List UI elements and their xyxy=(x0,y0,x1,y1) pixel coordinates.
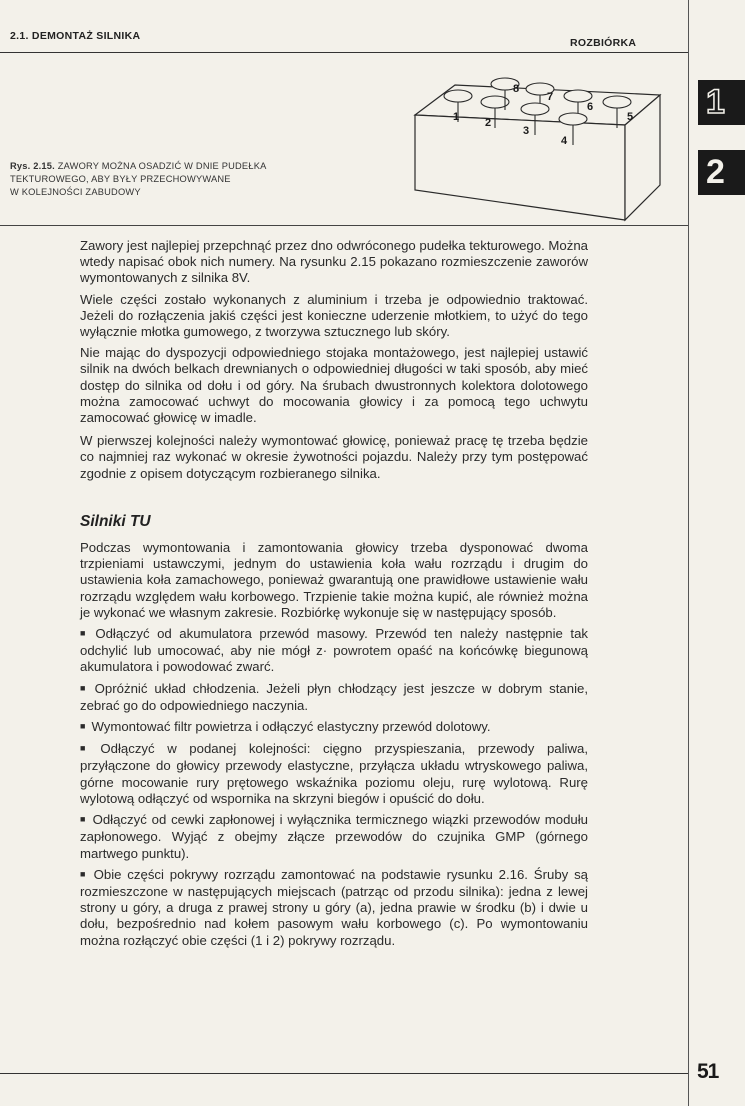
footer-rule xyxy=(0,1073,688,1074)
figure-ref: Rys. 2.15. xyxy=(10,161,55,171)
figure-caption xyxy=(10,160,370,199)
body-text xyxy=(80,238,588,954)
valve-label-8: 8 xyxy=(513,83,520,95)
caption-line: W KOLEJNOŚCI ZABUDOWY xyxy=(10,187,141,197)
margin-rule xyxy=(688,0,689,1106)
valve-label-4: 4 xyxy=(561,135,568,147)
header-rule xyxy=(0,52,688,53)
bullet-item: ■ Odłączyć od akumulatora przewód masowy. Przewód ten należy następnie tak odchylić lub umocować, aby nie mógł z· powrotem opaść na końcówkę biegunową akumulatora i powodować zwarć. xyxy=(80,626,588,676)
valve-label-3: 3 xyxy=(523,125,530,137)
section-heading: Silniki TU xyxy=(80,512,151,530)
valve-label-2: 2 xyxy=(485,117,492,129)
paragraph: Wiele części zostało wykonanych z aluminium i trzeba je odpowiednio traktować. Jeżeli do rozłączenia jakiś części jest konieczne uderzenie młotkiem, to użyć do tego wyłącznie młotka gumowego, z tworzywa sztucznego lub skóry. xyxy=(80,291,588,340)
bullet-item: ■ Odłączyć od cewki zapłonowej i wyłącznika termicznego wiązki przewodów modułu zapłonowego. Wyjąć z obejmy złącze przewodów do czujnika GMP (górnego martwego punktu). xyxy=(80,812,588,862)
caption-line: ZAWORY MOŻNA OSADZIĆ W DNIE PUDEŁKA xyxy=(57,161,267,171)
paragraph: Nie mając do dyspozycji odpowiedniego stojaka montażowego, jest najlepiej ustawić silnik na dwóch belkach drewnianych o odpowiedniej długości w taki sposób, aby mieć dostęp do silnika od dołu i od góry. Na śrubach dwustronnych kolektora dolotowego można zamocować uchwyt do mocowania głowicy i za pomocą tego uchwytu zamocować głowicę w imadle. xyxy=(80,345,588,426)
page-number: 51 xyxy=(697,1060,719,1083)
valve-label-1: 1 xyxy=(453,111,460,123)
bullet-item: ■ Obie części pokrywy rozrządu zamontować na podstawie rysunku 2.16. Śruby są rozmieszczone w następujących miejscach (patrząc od przodu silnika): jedna z lewej strony u góry, a druga z prawej strony u góry (a), jedna prawie w środku (b) i dwie u dołu, bezpośrednio nad kołem pasowym wału korbowego (c). Po wymontowaniu można rozłączyć obie części (1 i 2) pokrywy rozrządu. xyxy=(80,867,588,949)
chapter-header: ROZBIÓRKA xyxy=(570,37,637,49)
valve-label-7: 7 xyxy=(547,91,554,103)
valves-box-figure xyxy=(395,70,675,230)
caption-rule xyxy=(0,225,688,226)
paragraph: Podczas wymontowania i zamontowania głowicy trzeba dysponować dwoma trzpieniami ustawczymi, jednym do ustawienia koła wału rozrządu i drugim do ustawienia koła zamachowego, ponieważ gwarantują one prawidłowe ustawienie wału rozrządu względem wału korbowego. Trzpienie takie można kupić, ale również można je wykonać we własnym zakresie. Rozbiórkę wykonuje się w następujący sposób. xyxy=(80,540,588,620)
section-header: 2.1. DEMONTAŻ SILNIKA xyxy=(10,30,141,42)
paragraph: Zawory jest najlepiej przepchnąć przez dno odwróconego pudełka tekturowego. Można wtedy napisać obok nich numery. Na rysunku 2.15 pokazano rozmieszczenie zaworów wymontowanych z silnika 8V. xyxy=(80,238,589,286)
box-front xyxy=(415,115,625,220)
valve-label-6: 6 xyxy=(587,101,594,113)
bullet-item: ■ Odłączyć w podanej kolejności: cięgno przyspieszania, przewody paliwa, przyłączone do głowicy przewody elastyczne, przyłącza układu wtryskowego paliwa, górne mocowanie rury prętowego wskaźnika poziomu oleju, rurę wylotową. Rurę wylotową odłączyć od wspornika na skrzyni biegów i opuścić do dołu. xyxy=(80,741,588,807)
chapter-tab-2: 2 xyxy=(698,150,745,195)
valve-label-5: 5 xyxy=(627,111,634,123)
bullet-item: ■ Wymontować filtr powietrza i odłączyć elastyczny przewód dolotowy. xyxy=(80,719,588,736)
caption-line: TEKTUROWEGO, ABY BYŁY PRZECHOWYWANE xyxy=(10,174,231,184)
bullet-item: ■ Opróżnić układ chłodzenia. Jeżeli płyn chłodzący jest jeszcze w dobrym stanie, zebrać go do odpowiedniego naczynia. xyxy=(80,681,588,714)
paragraph: W pierwszej kolejności należy wymontować głowicę, ponieważ pracę tę trzeba będzie co najmniej raz wykonać w okresie żywotności pojazdu. Należy przy tym postępować zgodnie z opisem dotyczącym rozbieranego silnika. xyxy=(80,433,588,481)
chapter-tab-1: 1 xyxy=(698,80,745,125)
